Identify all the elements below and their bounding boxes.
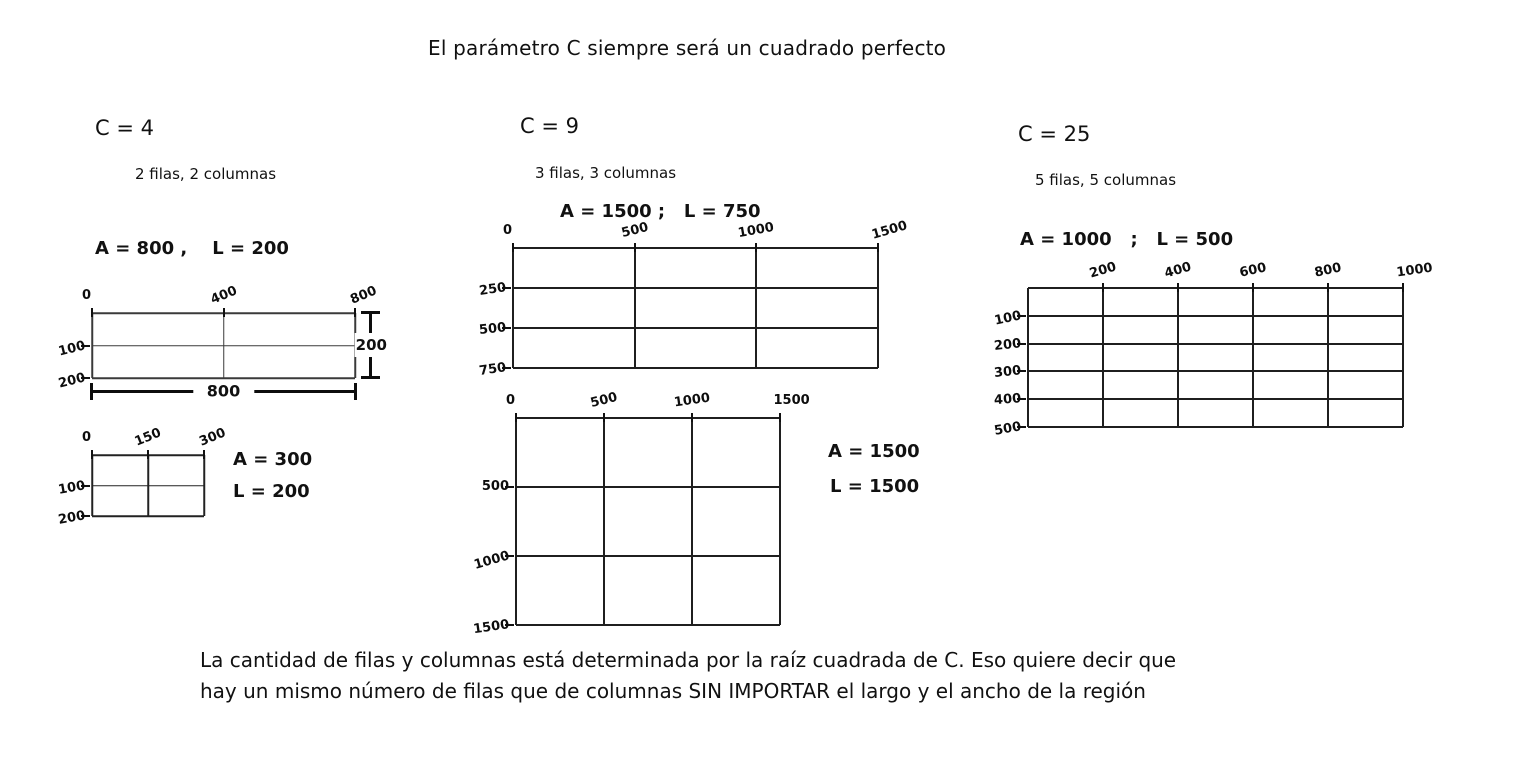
x-tick-mark <box>147 450 149 459</box>
x-tick-mark <box>877 243 879 252</box>
grid-line-vertical <box>779 418 781 625</box>
grid-c4-small <box>56 425 229 528</box>
x-tick-label: 1500 <box>870 218 910 243</box>
grid-line-horizontal <box>1028 398 1403 400</box>
panel-c4-subheading: 2 filas, 2 columnas <box>135 165 277 183</box>
x-tick-mark <box>603 413 605 422</box>
x-tick-label: 1000 <box>673 390 711 411</box>
c9-square-length-label: L = 1500 <box>830 476 920 497</box>
x-tick-mark <box>755 243 757 252</box>
page-title: El parámetro C siempre será un cuadrado perfecto <box>428 36 947 60</box>
x-tick-label: 600 <box>1238 260 1268 281</box>
y-tick-label: 100 <box>992 308 1023 329</box>
grid-line-horizontal <box>513 367 878 369</box>
x-tick-mark <box>1102 283 1104 292</box>
x-tick-label: 1000 <box>737 219 776 242</box>
grid-line-horizontal <box>92 485 204 487</box>
x-tick-mark <box>203 450 205 459</box>
y-tick-label: 200 <box>993 335 1022 354</box>
grid-c9-square <box>472 389 810 638</box>
y-tick-label: 500 <box>992 419 1023 439</box>
y-tick-label: 1500 <box>472 617 511 638</box>
x-tick-label: 800 <box>1313 260 1343 281</box>
grid-line-vertical <box>755 248 757 368</box>
c4-height-dimension-bracket <box>355 311 387 379</box>
x-tick-label: 500 <box>619 219 650 242</box>
grid-c4-main <box>56 283 380 392</box>
grid-line-horizontal <box>516 486 780 488</box>
c4-width-dimension-label: 800 <box>193 382 254 401</box>
panel-c9-heading: C = 9 <box>520 114 579 138</box>
x-tick-label: 400 <box>1162 259 1194 282</box>
panel-c4-formula: A = 800 , L = 200 <box>95 238 289 259</box>
y-tick-label: 200 <box>56 370 87 392</box>
grid-line-horizontal <box>92 345 355 347</box>
grid-line-horizontal <box>1028 287 1403 289</box>
x-tick-label: 0 <box>503 223 513 238</box>
y-tick-label: 1000 <box>472 548 512 573</box>
x-tick-mark <box>354 308 356 317</box>
x-tick-label: 0 <box>82 288 92 303</box>
x-tick-mark <box>512 243 514 252</box>
grid-line-horizontal <box>513 287 878 289</box>
grid-line-horizontal <box>92 377 355 379</box>
grid-line-vertical <box>1327 288 1329 427</box>
panel-c4-heading: C = 4 <box>95 116 154 140</box>
y-tick-label: 750 <box>478 360 508 379</box>
x-tick-mark <box>91 308 93 317</box>
x-tick-mark <box>91 450 93 459</box>
bracket-serif <box>354 383 357 400</box>
grid-line-vertical <box>1102 288 1104 427</box>
bracket-serif <box>361 376 380 379</box>
grid-line-vertical <box>877 248 879 368</box>
grid-line-horizontal <box>516 624 780 626</box>
grid-line-vertical <box>691 418 693 625</box>
grid-line-horizontal <box>516 555 780 557</box>
grid-line-horizontal <box>513 327 878 329</box>
y-tick-label: 100 <box>56 477 87 498</box>
x-tick-label: 0 <box>506 393 516 408</box>
y-tick-label: 500 <box>478 320 507 338</box>
c4-width-dimension-bracket <box>90 383 357 400</box>
caption <box>200 645 1176 707</box>
x-tick-label: 1000 <box>1395 260 1434 281</box>
grid-c25 <box>992 259 1434 439</box>
grid-line-vertical <box>512 248 514 368</box>
grid-line-vertical <box>1402 288 1404 427</box>
grid-line-horizontal <box>1028 315 1403 317</box>
x-tick-mark <box>691 413 693 422</box>
x-tick-mark <box>515 413 517 422</box>
panel-c9-formula: A = 1500 ; L = 750 <box>560 201 761 222</box>
panel-c25-subheading: 5 filas, 5 columnas <box>1035 171 1177 189</box>
x-tick-mark <box>1252 283 1254 292</box>
caption-line-2: hay un mismo número de filas que de columnas SIN IMPORTAR el largo y el ancho de la región <box>200 679 1146 703</box>
panel-c25-formula: A = 1000 ; L = 500 <box>1020 229 1234 250</box>
y-tick-label: 100 <box>56 337 87 360</box>
x-tick-mark <box>1402 283 1404 292</box>
grid-line-horizontal <box>1028 426 1403 428</box>
grid-line-vertical <box>1252 288 1254 427</box>
grid-line-horizontal <box>92 515 204 517</box>
c4-height-dimension-label: 200 <box>355 333 388 357</box>
c4-small-area-label: A = 300 <box>233 449 313 470</box>
panel-c25-heading: C = 25 <box>1018 122 1091 146</box>
y-tick-label: 250 <box>478 280 508 299</box>
grid-line-vertical <box>634 248 636 368</box>
x-tick-mark <box>634 243 636 252</box>
grid-line-vertical <box>1177 288 1179 427</box>
x-tick-mark <box>779 413 781 422</box>
x-tick-label: 150 <box>132 425 164 450</box>
x-tick-label: 0 <box>82 430 92 445</box>
x-tick-mark <box>223 308 225 317</box>
grid-line-vertical <box>603 418 605 625</box>
grid-line-vertical <box>515 418 517 625</box>
x-tick-label: 200 <box>1087 259 1119 282</box>
grid-line-horizontal <box>513 247 878 249</box>
grid-line-vertical <box>1027 288 1029 427</box>
y-tick-label: 300 <box>993 363 1022 382</box>
y-tick-label: 500 <box>481 479 509 495</box>
panel-c9-subheading: 3 filas, 3 columnas <box>535 164 677 182</box>
grid-line-horizontal <box>516 417 780 419</box>
c9-square-area-label: A = 1500 <box>828 441 920 462</box>
y-tick-label: 200 <box>56 508 87 528</box>
x-tick-label: 300 <box>197 425 229 450</box>
caption-line-1: La cantidad de filas y columnas está determinada por la raíz cuadrada de C. Eso quiere decir que <box>200 648 1177 672</box>
x-tick-label: 1500 <box>773 393 810 408</box>
y-tick-label: 400 <box>993 391 1022 409</box>
grid-line-horizontal <box>1028 343 1403 345</box>
grid-c9-wide <box>478 218 910 379</box>
x-tick-label: 500 <box>589 389 619 412</box>
grid-line-horizontal <box>1028 370 1403 372</box>
x-tick-label: 400 <box>208 283 239 308</box>
c4-small-length-label: L = 200 <box>233 481 310 502</box>
x-tick-mark <box>1327 283 1329 292</box>
x-tick-label: 800 <box>348 283 380 308</box>
x-tick-mark <box>1177 283 1179 292</box>
